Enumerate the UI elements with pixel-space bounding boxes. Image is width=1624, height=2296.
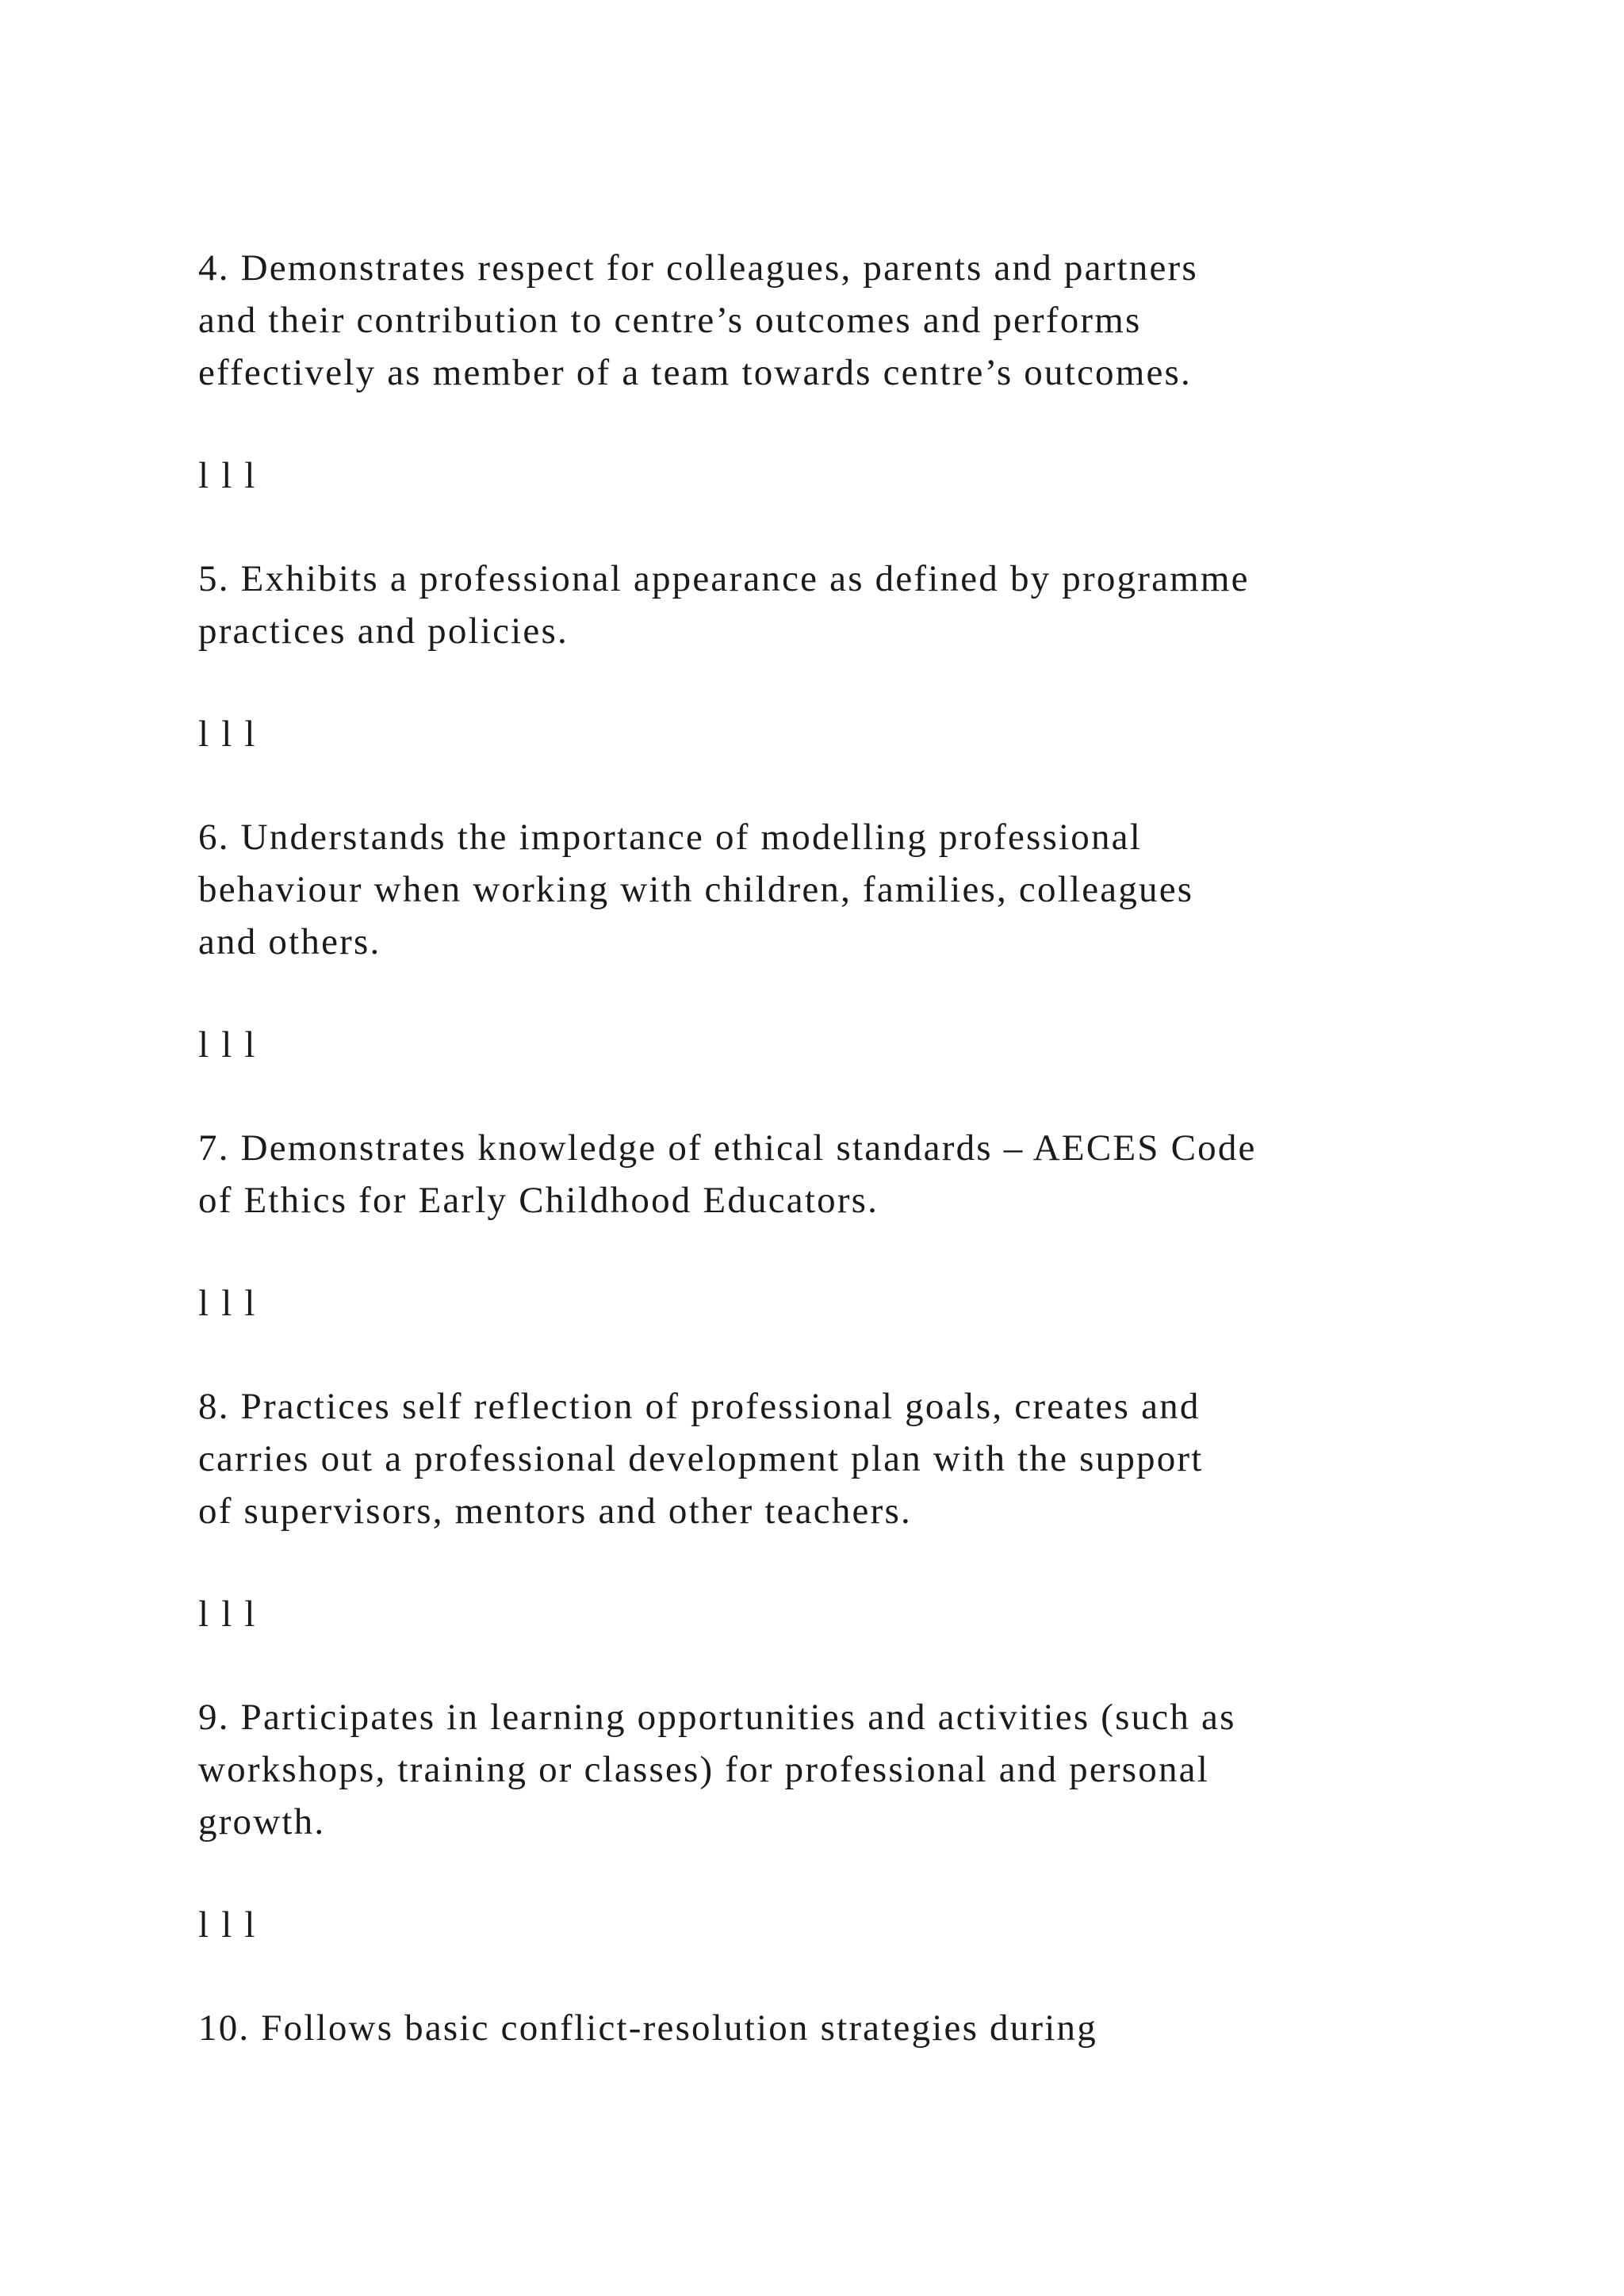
criterion-10: [198, 2002, 1507, 2054]
criterion-text: 10. Follows basic conflict-resolution strategies during: [198, 2007, 1097, 2049]
criterion-8: [198, 1380, 1507, 1640]
criterion-text: 6. Understands the importance of modelling professional behaviour when working with children, families, colleagues and others.: [198, 817, 1194, 962]
rating-marks: l l l: [198, 455, 257, 496]
criterion-text: 9. Participates in learning opportunities and activities (such as workshops, training or classes) for professional and personal growth.: [198, 1697, 1236, 1843]
criterion-9: [198, 1691, 1507, 1951]
criterion-text: 7. Demonstrates knowledge of ethical standards – AECES Code of Ethics for Early Childhood Educators.: [198, 1127, 1257, 1221]
rating-marks: l l l: [198, 1904, 257, 1946]
rating-marks: l l l: [198, 1024, 257, 1066]
criterion-text: 5. Exhibits a professional appearance as defined by programme practices and policies.: [198, 558, 1250, 652]
rating-marks: l l l: [198, 1594, 257, 1635]
criterion-7: [198, 1122, 1507, 1330]
criterion-text: 8. Practices self reflection of professional goals, creates and carries out a professional development plan with the support of supervisors, mentors and other teachers.: [198, 1386, 1204, 1532]
rating-marks: l l l: [198, 1283, 257, 1324]
criterion-text: 4. Demonstrates respect for colleagues, parents and partners and their contribution to centre’s outcomes and performs effectively as member of a team towards centre’s outcomes.: [198, 247, 1198, 393]
rating-marks: l l l: [198, 714, 257, 755]
criterion-4: [198, 242, 1507, 502]
document-body: [198, 242, 1507, 2105]
criterion-5: [198, 553, 1507, 760]
criterion-6: [198, 811, 1507, 1071]
